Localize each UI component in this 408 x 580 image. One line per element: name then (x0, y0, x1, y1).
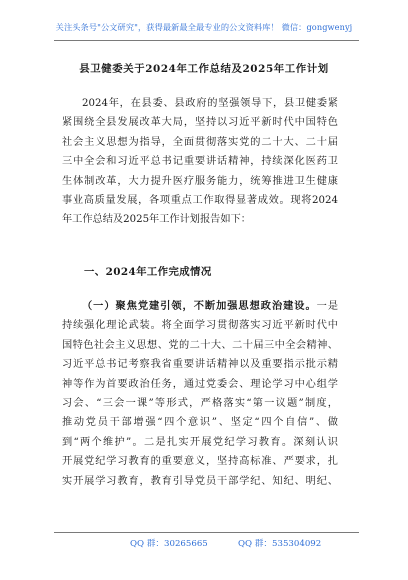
sub-heading-tail: 一是 (316, 301, 339, 312)
footer (0, 537, 408, 551)
text-line: 到“两个维护”。二是扎实开展党纪学习教育。深刻认识 (62, 436, 338, 448)
sub-heading: （一）聚焦党建引领，不断加强思想政治建设。 (82, 300, 317, 312)
text-line: 三中全会和习近平总书记重要讲话精神，持续深化医药卫 (62, 156, 338, 168)
text-line: 推动党员干部增强“四个意识”、坚定“四个自信”、做 (62, 417, 338, 429)
text-line: 生体制改革，大力提升医疗服务能力，统筹推进卫生健康 (62, 175, 338, 187)
text-line: 事业高质量发展，各项重点工作取得显著成效。现将2024 (62, 194, 338, 206)
footer-qq-group-1: QQ 群：30265665 (130, 539, 208, 549)
header-divider (54, 40, 359, 41)
header-banner: 关注头条号"公文研究"，获得最新最全最专业的公文资料库！ 微信：gongwenyj (55, 22, 353, 32)
section-paragraph (62, 297, 338, 491)
footer-qq-group-2: QQ 群：535304092 (238, 539, 322, 549)
text-line: 实开展学习教育，教育引导党员干部学纪、知纪、明纪、 (62, 475, 338, 487)
text-line: 持续强化理论武装。将全面学习贯彻落实习近平新时代中 (62, 320, 338, 332)
text-line: 习近平总书记考察我省重要讲话精神以及重要指示批示精 (62, 359, 338, 371)
text-line: 2024年，在县委、县政府的坚强领导下，县卫健委紧 (82, 98, 338, 109)
intro-paragraph (62, 94, 338, 230)
footer-divider (54, 532, 359, 533)
text-line (62, 297, 338, 316)
text-line: 紧围绕全县发展改革大局，坚持以习近平新时代中国特色 (62, 117, 338, 129)
text-line: 国特色社会主义思想、党的二十大、二十届三中全会精神、 (62, 339, 338, 351)
text-line: 社会主义思想为指导，全面贯彻落实党的二十大、二十届 (62, 136, 338, 148)
text-line: 习会、“三会一课”等形式，严格落实“第一议题”制度， (62, 397, 338, 409)
text-line: 开展党纪学习教育的重要意义，坚持高标准、严要求，扎 (62, 456, 338, 468)
section-heading: 一、2024年工作完成情况 (84, 266, 212, 278)
document-title: 县卫健委关于2024年工作总结及2025年工作计划 (79, 63, 329, 75)
text-line: 年工作总结及2025年工作计划报告如下： (62, 214, 251, 226)
text-line: 神等作为首要政治任务，通过党委会、理论学习中心组学 (62, 378, 338, 390)
